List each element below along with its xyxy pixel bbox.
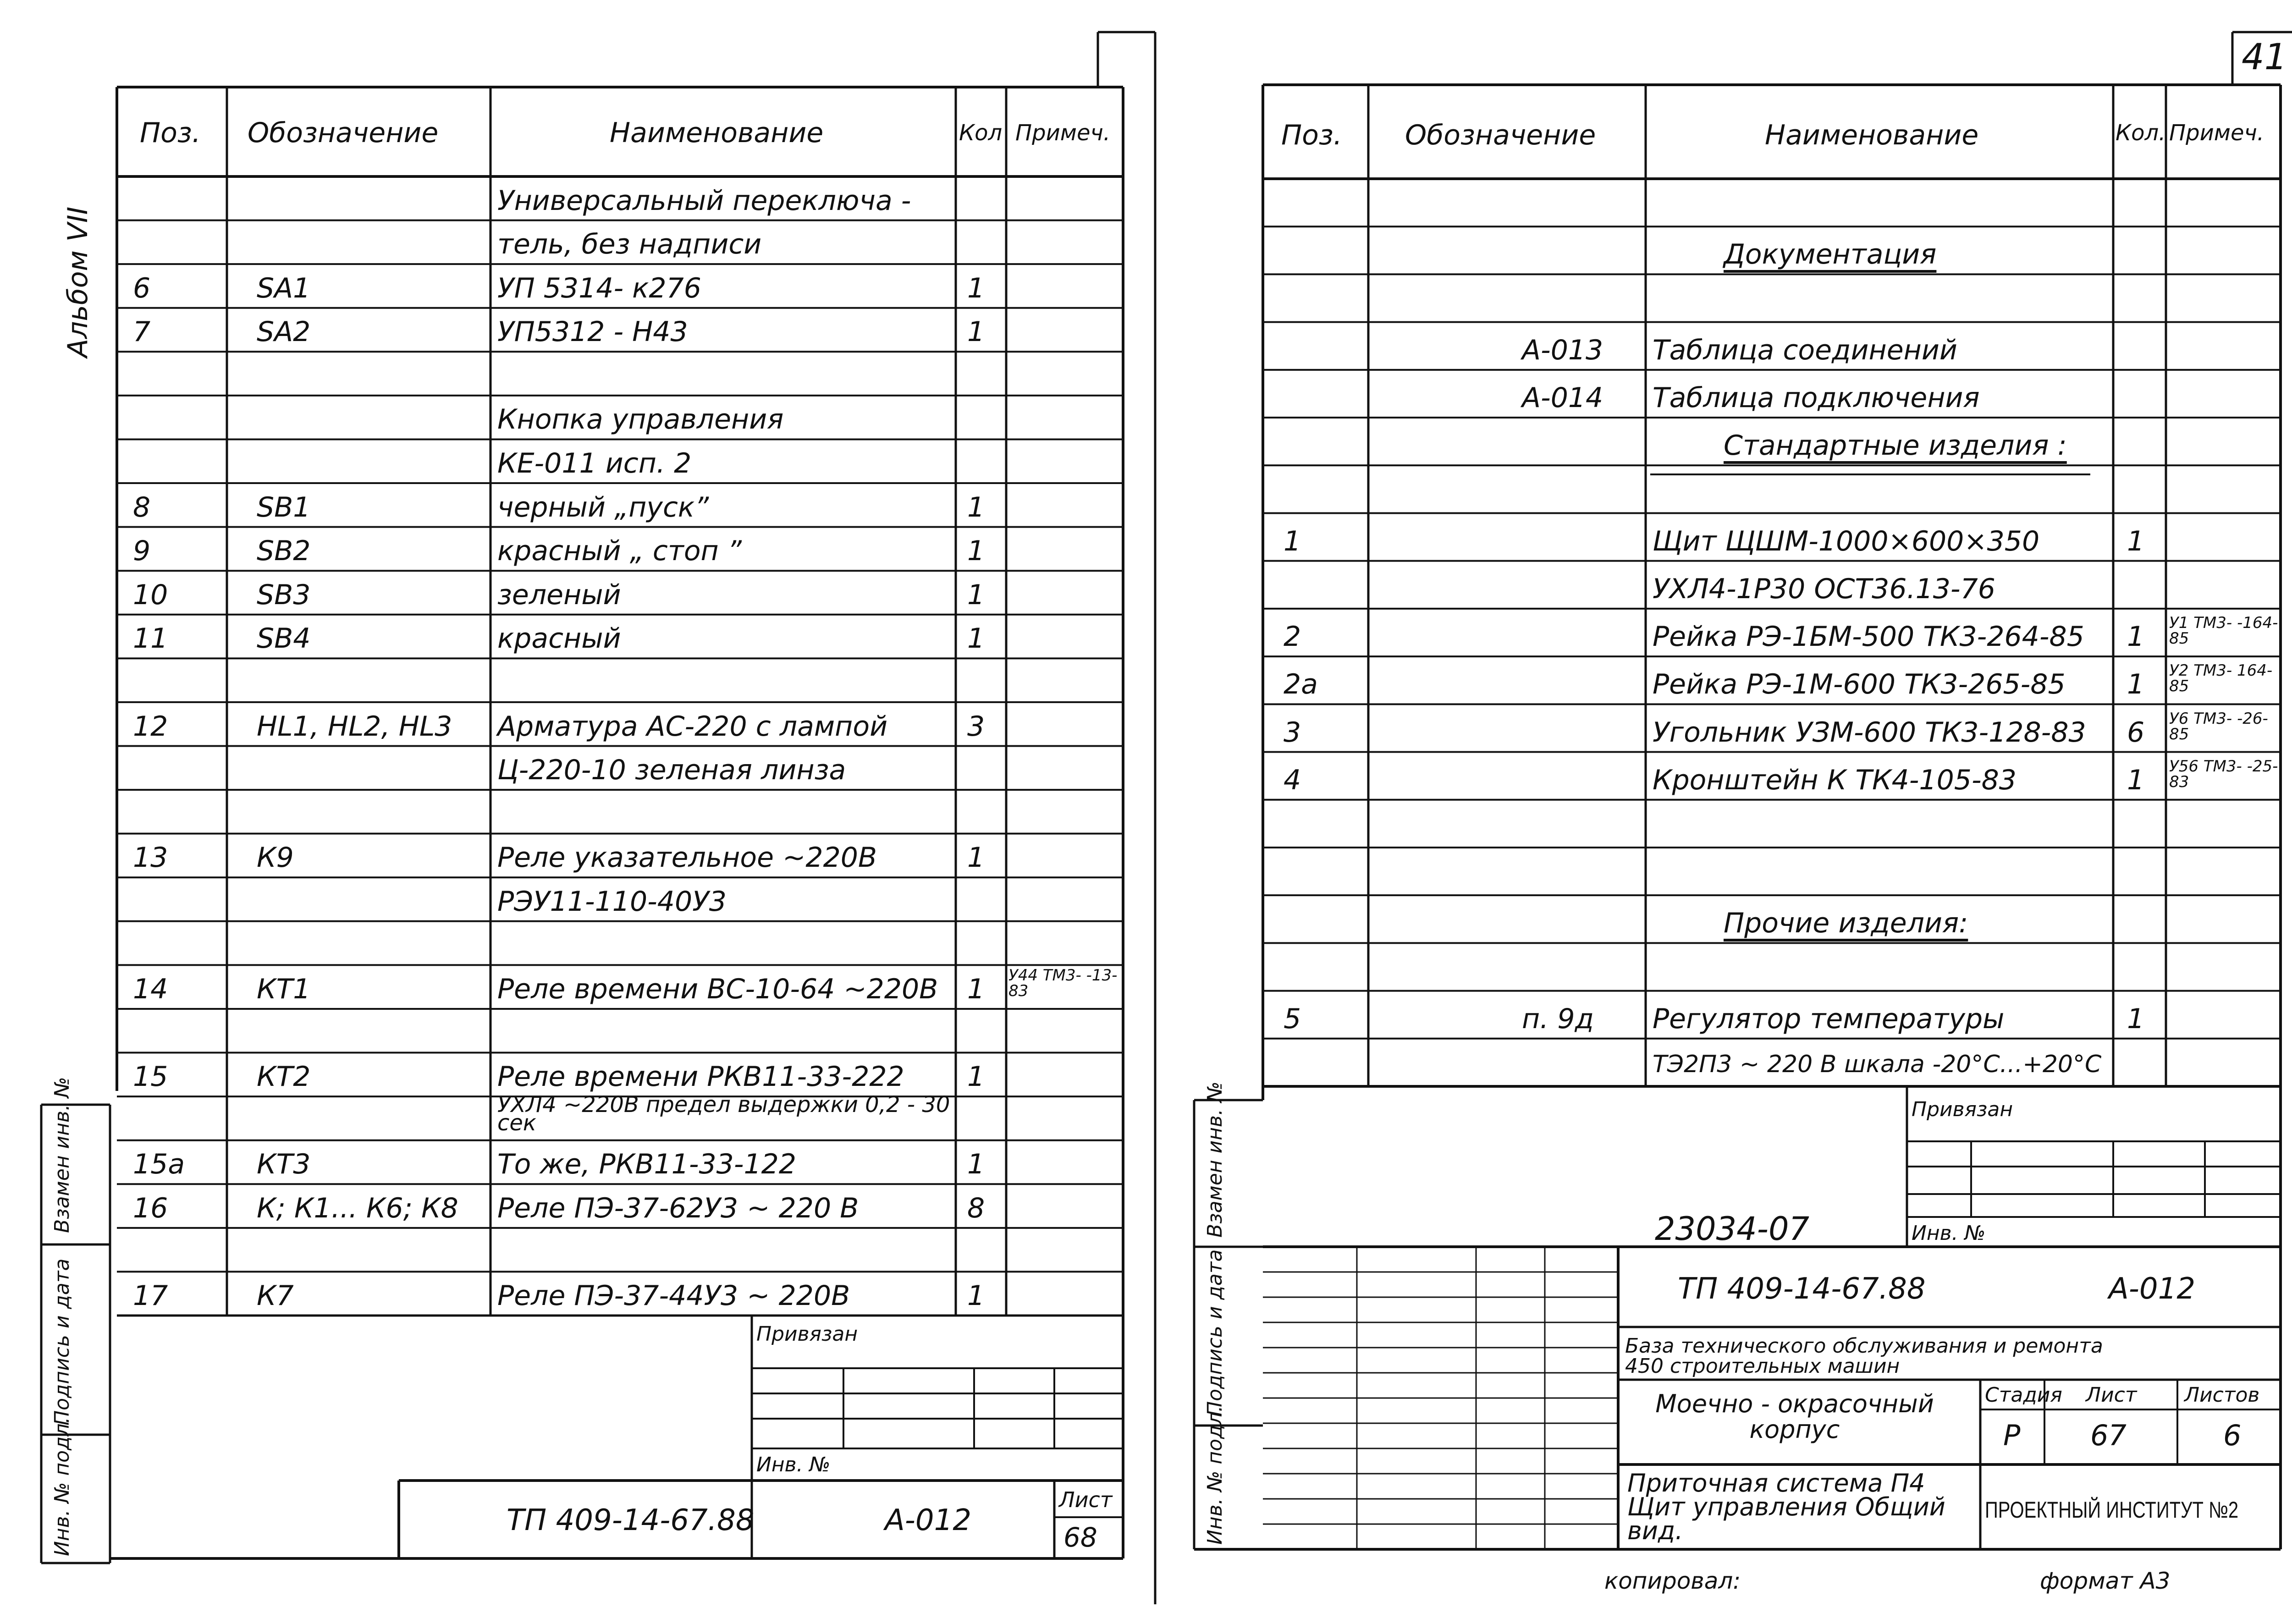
- stamp-sheet-label: Лист: [2086, 1383, 2137, 1407]
- r-sheet-code: А-012: [2109, 1272, 2196, 1306]
- row-designation: HL1, HL2, HL3: [257, 710, 452, 743]
- row-name: черный „пуск”: [497, 491, 709, 523]
- r-privyazan-label: Привязан: [1912, 1098, 2013, 1121]
- sheet-label: Лист: [1059, 1487, 1113, 1512]
- r-row-name: Рейка РЭ-1БМ-500 ТК3-264-85: [1653, 621, 2084, 653]
- row-qty: 1: [967, 622, 985, 655]
- doc-code: ТП 409-14-67.88: [507, 1503, 755, 1537]
- r-header-name: Наименование: [1765, 119, 1979, 151]
- row-pos: 6: [133, 272, 151, 304]
- row-designation: SB1: [257, 491, 311, 523]
- r-row-name: ТЭ2П3 ~ 220 В шкала -20°С...+20°С: [1653, 1051, 2102, 1078]
- row-name: КЕ-011 исп. 2: [497, 447, 692, 480]
- row-designation: К; К1... К6; К8: [257, 1192, 458, 1224]
- r-row-pos: 5: [1284, 1002, 1301, 1035]
- row-pos: 12: [133, 710, 168, 743]
- project-title: База технического обслуживания и ремонта 450 строительных машин: [1625, 1334, 2103, 1378]
- page-number-corner: 41: [2242, 37, 2287, 78]
- r-header-note: Примеч.: [2169, 120, 2264, 146]
- row-name: УП 5314- к276: [497, 272, 701, 304]
- row-name: Арматура АС-220 с лампой: [497, 710, 888, 743]
- r-row-name: УХЛ4-1Р30 ОСТ36.13-76: [1653, 573, 1995, 605]
- row-name: УП5312 - Н43: [497, 316, 688, 348]
- r-side-stamp-replacement: Взамен инв. №: [1203, 1081, 1227, 1238]
- row-note: У44 ТМ3- -13-83: [1008, 966, 1118, 1000]
- row-qty: 1: [967, 973, 985, 1005]
- row-designation: К7: [257, 1280, 294, 1312]
- r-row-note: У6 ТМ3- -26-85: [2169, 709, 2268, 743]
- right-sheet: [1164, 0, 2292, 1624]
- r-row-designation: А-013: [1522, 334, 1603, 366]
- row-name: тель, без надписи: [497, 228, 762, 261]
- r-row-name: Кронштейн К ТК4-105-83: [1653, 764, 2017, 796]
- stage-label: Стадия: [1985, 1383, 2062, 1407]
- r-row-note: У2 ТМ3- 164-85: [2169, 661, 2273, 696]
- r-row-section-title: Прочие изделия:: [1724, 907, 1968, 940]
- r-row-name: Таблица подключения: [1653, 382, 1980, 414]
- row-pos: 15а: [133, 1148, 185, 1181]
- org-name: ПРОЕКТНЫЙ ИНСТИТУТ №2: [1985, 1497, 2239, 1523]
- sheet-number: 68: [1063, 1522, 1097, 1553]
- row-name: Кнопка управления: [497, 403, 784, 436]
- row-qty: 1: [967, 1280, 985, 1312]
- r-header-qty: Кол.: [2116, 120, 2166, 146]
- row-pos: 7: [133, 316, 151, 348]
- r-row-qty: 1: [2127, 668, 2145, 701]
- r-inv-number: 23034-07: [1655, 1210, 1810, 1248]
- row-name: Универсальный переключа -: [497, 184, 911, 217]
- row-pos: 15: [133, 1061, 168, 1093]
- row-qty: 1: [967, 272, 985, 304]
- r-row-section-title: Стандартные изделия :: [1724, 429, 2067, 462]
- side-stamp-replacement: Взамен инв. №: [50, 1077, 74, 1233]
- row-qty: 1: [967, 535, 985, 567]
- row-designation: SA2: [257, 316, 311, 348]
- row-designation: КТ1: [257, 973, 311, 1005]
- r-header-pos: Поз.: [1281, 119, 1342, 151]
- r-row-name: Регулятор температуры: [1653, 1002, 2005, 1035]
- sheets-value: 6: [2223, 1419, 2242, 1452]
- row-name: Ц-220-10 зеленая линза: [497, 754, 846, 787]
- r-row-note: У56 ТМ3- -25-83: [2169, 757, 2278, 791]
- row-designation: SB4: [257, 622, 311, 655]
- r-side-stamp-signature: Подпись и дата: [1203, 1249, 1227, 1416]
- header-pos: Поз.: [140, 117, 201, 149]
- row-pos: 9: [133, 535, 151, 567]
- row-qty: 3: [967, 710, 985, 743]
- r-row-pos: 2: [1284, 621, 1301, 653]
- row-name: Реле ПЭ-37-62У3 ~ 220 В: [497, 1192, 859, 1224]
- sheet-code: А-012: [885, 1503, 972, 1537]
- row-qty: 1: [967, 1148, 985, 1181]
- row-pos: 17: [133, 1280, 168, 1312]
- r-row-name: Щит ЩШМ-1000×600×350: [1653, 525, 2040, 557]
- row-pos: 14: [133, 973, 168, 1005]
- building-name: Моечно - окрасочный корпус: [1655, 1389, 1934, 1444]
- sheet-value: 67: [2090, 1419, 2127, 1452]
- header-note: Примеч.: [1015, 120, 1111, 146]
- r-row-qty: 1: [2127, 1002, 2145, 1035]
- row-designation: КТ2: [257, 1061, 311, 1093]
- sheets-label: Листов: [2184, 1383, 2260, 1407]
- row-qty: 1: [967, 842, 985, 874]
- row-designation: К9: [257, 842, 294, 874]
- r-row-pos: 1: [1284, 525, 1301, 557]
- row-name: Реле времени ВС-10-64 ~220В: [497, 973, 938, 1005]
- r-inv-no-label: Инв. №: [1912, 1222, 1986, 1245]
- r-row-name: Угольник УЗМ-600 ТК3-128-83: [1653, 716, 2086, 749]
- row-pos: 8: [133, 491, 151, 523]
- row-name: красный: [497, 622, 621, 655]
- r-doc-code: ТП 409-14-67.88: [1678, 1272, 1926, 1306]
- row-designation: КТ3: [257, 1148, 311, 1181]
- row-qty: 1: [967, 491, 985, 523]
- r-row-designation: п. 9д: [1522, 1002, 1594, 1035]
- r-row-name: Таблица соединений: [1653, 334, 1957, 366]
- row-pos: 13: [133, 842, 168, 874]
- copied-by: копировал:: [1604, 1568, 1741, 1594]
- row-pos: 16: [133, 1192, 168, 1224]
- row-designation: SB2: [257, 535, 311, 567]
- side-stamp-signature: Подпись и дата: [50, 1258, 74, 1426]
- row-name: Реле ПЭ-37-44У3 ~ 220В: [497, 1280, 850, 1312]
- row-name: Реле указательное ~220В: [497, 842, 877, 874]
- row-name: красный „ стоп ”: [497, 535, 742, 567]
- row-name: Реле времени РКВ11-33-222: [497, 1061, 904, 1093]
- r-row-qty: 1: [2127, 764, 2145, 796]
- stage-value: Р: [2003, 1419, 2021, 1452]
- r-side-stamp-inv: Инв. № подл.: [1203, 1405, 1227, 1545]
- row-designation: SB3: [257, 578, 311, 611]
- r-header-designation: Обозначение: [1405, 119, 1596, 151]
- r-row-qty: 1: [2127, 525, 2145, 557]
- row-designation: SA1: [257, 272, 311, 304]
- r-row-pos: 3: [1284, 716, 1301, 749]
- r-row-note: У1 ТМ3- -164-85: [2169, 614, 2278, 648]
- inv-no-label: Инв. №: [756, 1453, 831, 1476]
- format-label: формат А3: [2040, 1568, 2171, 1594]
- r-row-designation: А-014: [1522, 382, 1603, 414]
- header-designation: Обозначение: [248, 117, 439, 149]
- row-qty: 1: [967, 316, 985, 348]
- drawing-title: Приточная система П4 Щит управления Общий вид.: [1627, 1469, 1945, 1545]
- row-qty: 1: [967, 1061, 985, 1093]
- r-row-qty: 6: [2127, 716, 2145, 749]
- row-name: РЭУ11-110-40У3: [497, 885, 727, 918]
- header-qty: Кол: [959, 120, 1003, 146]
- header-name: Наименование: [610, 117, 824, 149]
- row-pos: 11: [133, 622, 168, 655]
- row-name: УХЛ4 ~220В предел выдержки 0,2 - 30 сек: [497, 1091, 950, 1136]
- row-pos: 10: [133, 578, 168, 611]
- r-row-section-title: Документация: [1724, 238, 1937, 271]
- row-qty: 1: [967, 578, 985, 611]
- r-row-name: Рейка РЭ-1М-600 ТК3-265-85: [1653, 668, 2066, 701]
- side-stamp-inv: Инв. № подл.: [50, 1417, 74, 1556]
- row-name: То же, РКВ11-33-122: [497, 1148, 797, 1181]
- r-row-pos: 2а: [1284, 668, 1318, 701]
- r-row-qty: 1: [2127, 621, 2145, 653]
- row-qty: 8: [967, 1192, 985, 1224]
- r-row-pos: 4: [1284, 764, 1301, 796]
- privyazan-label: Привязан: [756, 1322, 858, 1346]
- row-name: зеленый: [497, 578, 621, 611]
- album-label: Альбом VII: [62, 206, 94, 358]
